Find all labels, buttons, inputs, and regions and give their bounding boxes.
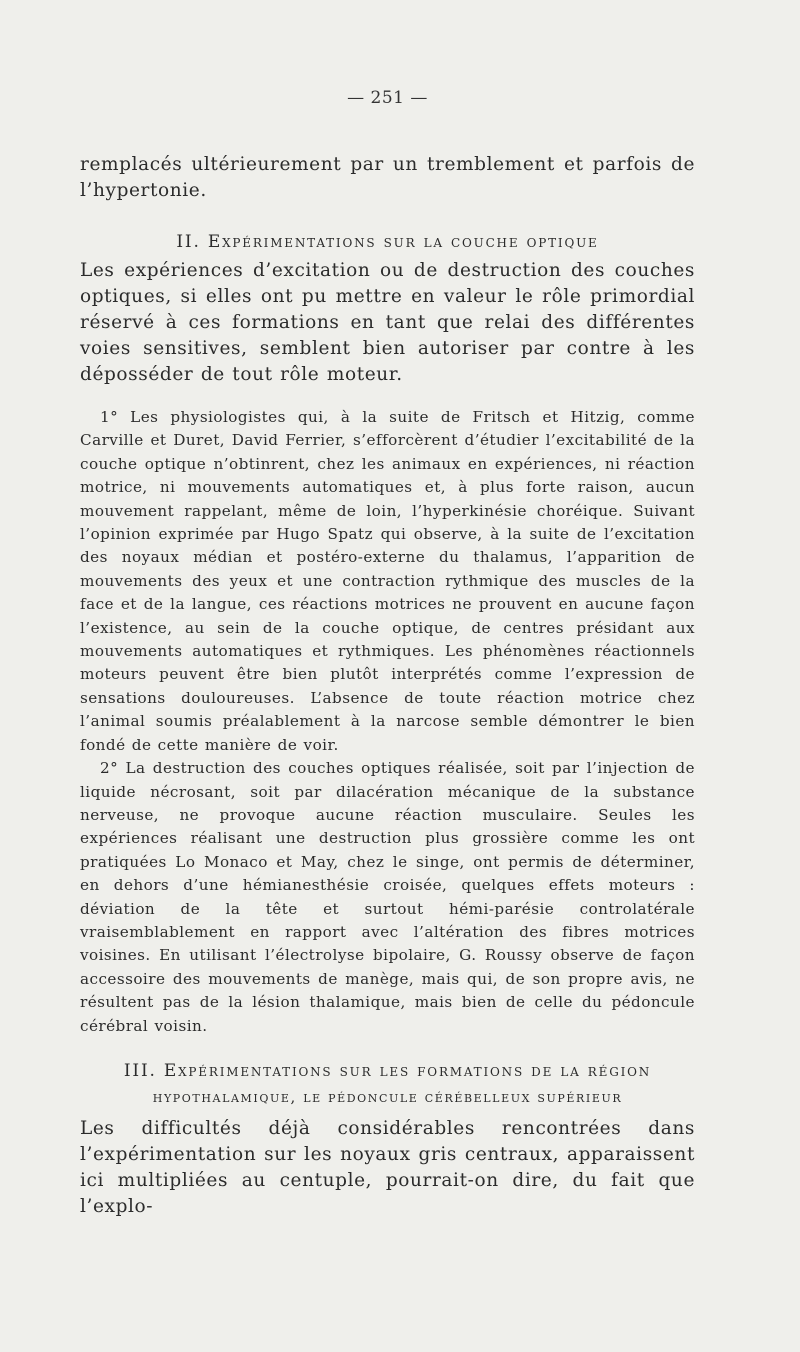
paragraph-point-1: 1° Les physiologistes qui, à la suite de Fritsch et Hitzig, comme Carville et Duret, David Ferrier, s’efforcèrent d’étudier l’excitabilité de la couche optique n’obtinrent, chez les animaux en expériences, ni réaction motrice, ni mouvements automatiques et, à plus forte raison, aucun mouvement rappelant, même de loin, l’hyperkinésie choréique. Suivant l’opinion exprimée par Hugo Spatz qui observe, à la suite de l’excitation des noyaux médian et postéro-externe du thalamus, l’apparition de mouvements des yeux et une contraction rythmique des muscles de la face et de la langue, ces réactions motrices ne prouvent en aucune façon l’existence, au sein de la couche optique, de centres présidant aux mouvements automatiques et rythmiques. Les phénomènes réactionnels moteurs peuvent être bien plutôt interprétés comme l’expression de sensations douloureuses. L’absence de toute réaction motrice chez l’animal soumis préalablement à la narcose semble démontrer le bien fondé de cette manière de voir. bbox=[80, 408, 695, 754]
page-number: — 251 — bbox=[347, 88, 428, 108]
section-heading-3-line-2: hypothalamique, le pédoncule cérébelleux supérieur bbox=[152, 1087, 623, 1106]
paragraph-section-3-intro: Les difficultés déjà considérables rencontrées dans l’expérimentation sur les noyaux gris centraux, apparaissent ici multipliées au centuple, pourrait-on dire, du fait que l’explo- bbox=[80, 1117, 695, 1217]
section-heading-2: II. Expérimentations sur la couche optique bbox=[176, 232, 599, 252]
section-heading-3-line-1: III. Expérimentations sur les formations de la région bbox=[123, 1060, 652, 1081]
paragraph-continued: remplacés ultérieurement par un tremblement et parfois de l’hypertonie. bbox=[80, 154, 695, 201]
section-heading-3 bbox=[80, 1058, 695, 1110]
book-page bbox=[80, 88, 695, 1220]
paragraph-section-2-intro: Les expériences d’excitation ou de destruction des couches optiques, si elles ont pu mettre en valeur le rôle primordial réservé à ces formations en tant que relai des différentes voies sensitives, semblent bien autoriser par contre à les déposséder de tout rôle moteur. bbox=[80, 260, 695, 385]
paragraph-point-2: 2° La destruction des couches optiques réalisée, soit par l’injection de liquide nécrosant, soit par dilacération mécanique de la substance nerveuse, ne provoque aucune réaction musculaire. Seules les expériences réalisant une destruction plus grossière comme les ont pratiquées Lo Monaco et May, chez le singe, ont permis de déterminer, en dehors d’une hémianesthésie croisée, quelques effets moteurs : déviation de la tête et surtout hémi-parésie controlatérale vraisemblablement en rapport avec l’altération des fibres motrices voisines. En utilisant l’électrolyse bipolaire, G. Roussy observe de façon accessoire des mouvements de manège, mais qui, de son propre avis, ne résultent pas de la lésion thalamique, mais bien de celle du pédoncule cérébral voisin. bbox=[80, 759, 695, 1035]
